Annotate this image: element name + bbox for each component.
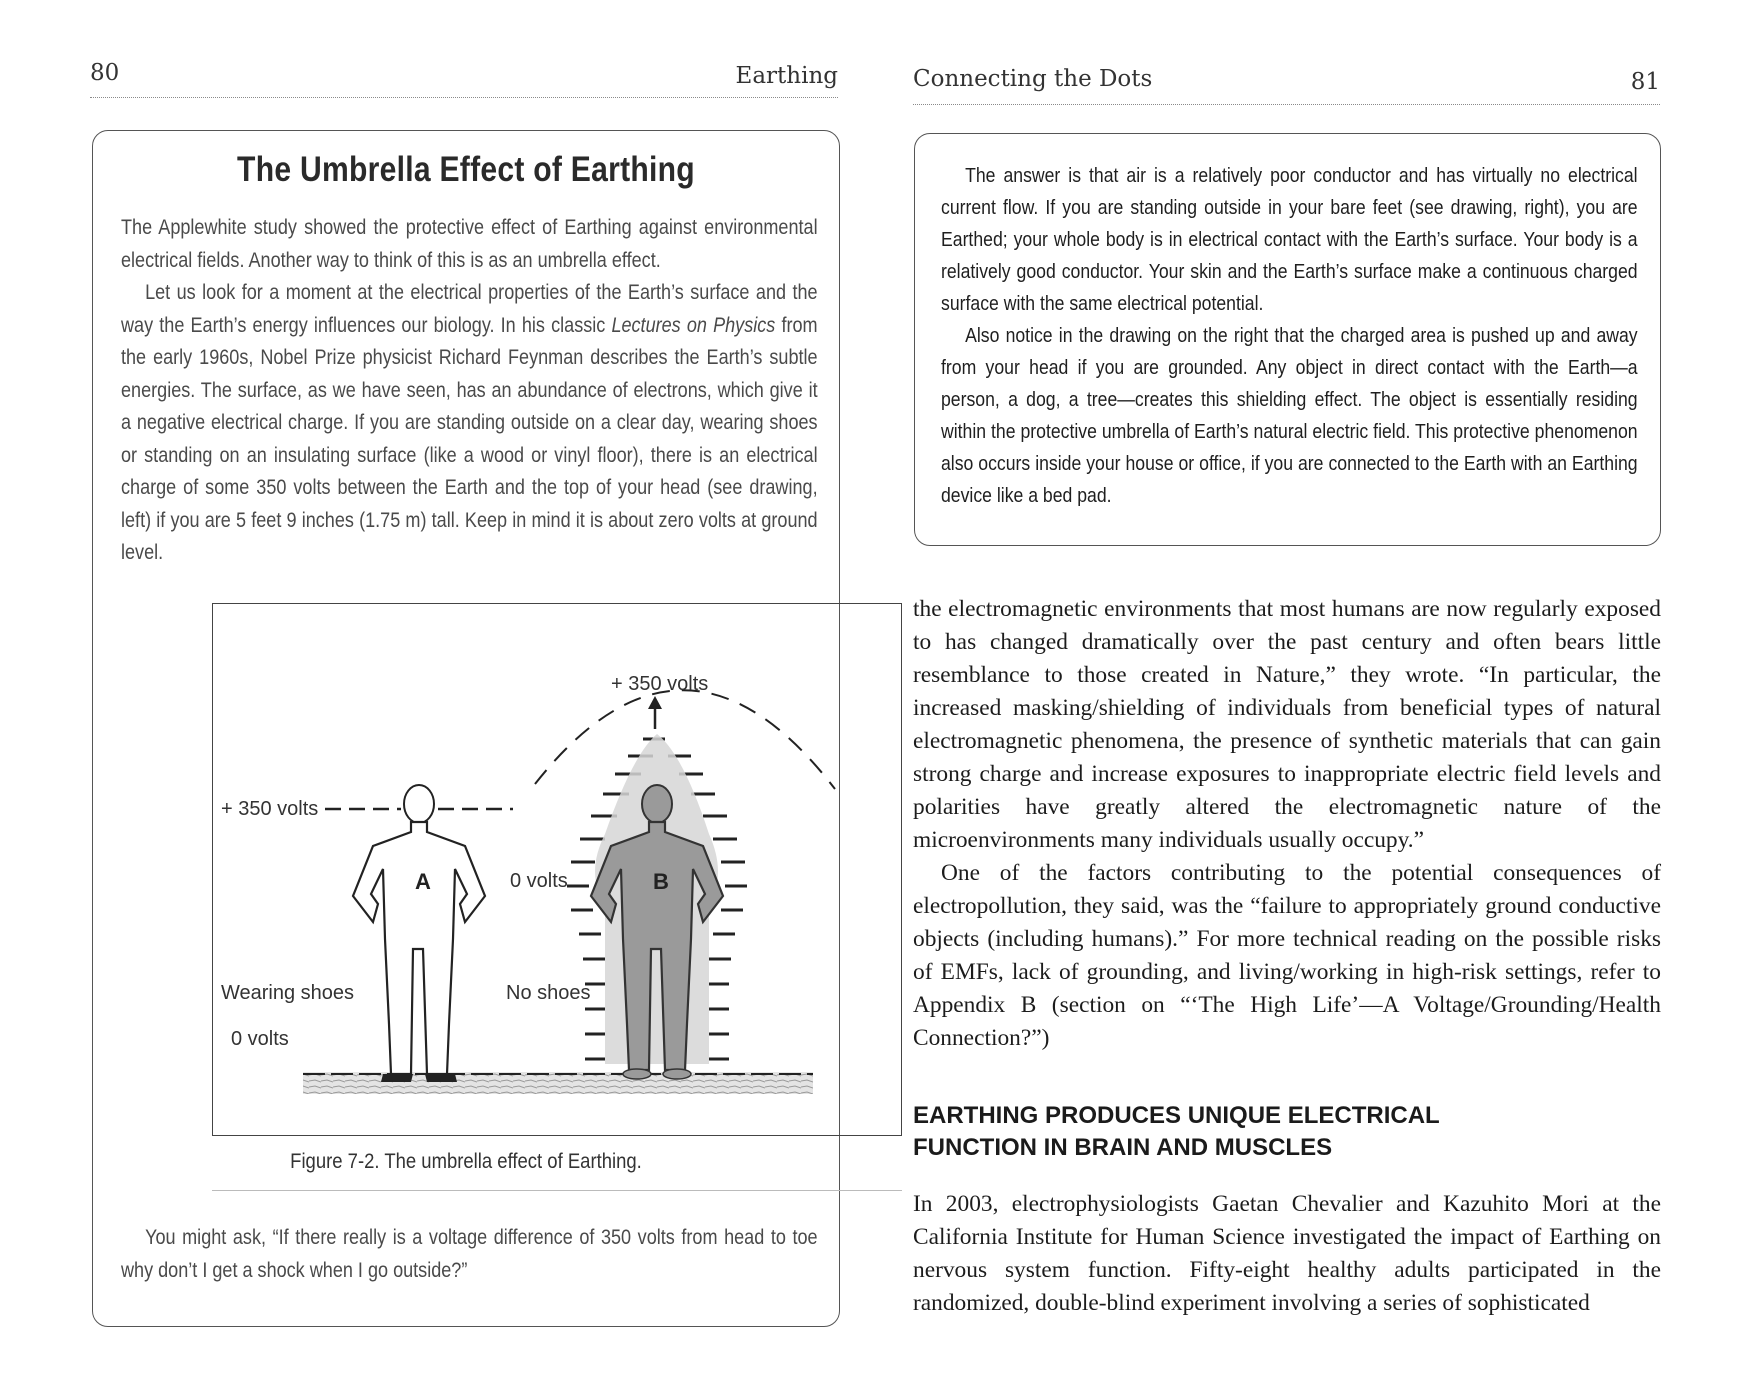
sidebar-continued-text [941, 160, 1638, 512]
sidebar-paragraph-3: You might ask, “If there really is a voltage difference of 350 volts from head to toe why don’t I get a shock when I go outside?” [121, 1226, 818, 1282]
sidebar-paragraph-2 [121, 277, 818, 570]
person-a-figure [353, 785, 485, 1082]
sidebar-paragraph-1: The Applewhite study showed the protective effect of Earthing against environmental electrical fields. Another way to think of this is as an umbrella effect. [121, 216, 818, 272]
section-heading-line-2: FUNCTION IN BRAIN AND MUSCLES [913, 1134, 1333, 1161]
arrow-up-icon [648, 696, 662, 709]
page-number: 80 [90, 60, 120, 86]
running-head: Connecting the Dots [913, 66, 1153, 92]
label-zero-volts-middle: 0 volts [510, 870, 568, 892]
caption-rule [212, 1190, 902, 1191]
body-paragraph-3: In 2003, electrophysiologists Gaetan Chevalier and Kazuhito Mori at the California Institute for Human Science investigated the impact of Earthing on nervous system function. Fifty-eight healthy adults participated in the randomized, double-blind experiment involving a series of sophisticated [913, 1191, 1661, 1316]
body-paragraph-1: the electromagnetic environments that most humans are now regularly exposed to has changed dramatically over the past century and often bears little resemblance to those created in Nature,” they wrote. “In particular, the increased masking/shielding of individuals from beneficial types of natural electromagnetic phenomena, the presence of synthetic materials that can gain strong charge and increase exposures to inappropriate electric field levels and polarities have greatly altered the electromagnetic nature of the microenvironments many individuals usually occupy.” [913, 596, 1661, 853]
sidebar-title: The Umbrella Effect of Earthing [237, 150, 695, 189]
figure-frame [212, 603, 902, 1136]
sidebar-continued-paragraph-1: The answer is that air is a relatively poor conductor and has virtually no electrical current flow. If you are standing outside in your bare feet (see drawing, right), you are Earthed; your whole body is in electrical contact with the Earth’s surface. Your body is a relatively good conductor. Your skin and the Earth’s surface make a continuous charged surface with the same electrical potential. [941, 164, 1638, 315]
header-rule [913, 104, 1660, 105]
umbrella-effect-diagram [213, 604, 901, 1135]
section-heading [913, 1100, 1440, 1164]
sidebar-continued-paragraph-2: Also notice in the drawing on the right that the charged area is pushed up and away from your head if you are grounded. Any object in direct contact with the Earth—a person, a dog, a tree—creates this shielding effect. The object is essentially residing within the protective umbrella of Earth’s natural electric field. This protective phenomenon also occurs inside your house or office, if you are connected to the Earth with an Earthing device like a bed pad. [941, 324, 1638, 507]
label-wearing-shoes: Wearing shoes [221, 982, 355, 1004]
label-top-volts: + 350 volts [611, 673, 709, 695]
body-paragraph-2: One of the factors contributing to the potential consequences of electropollution, they said, was the “failure to appropriately ground conductive objects (including humans).” For more technical reading on the possible risks of EMFs, lack of grounding, and living/working in high-risk settings, refer to Appendix B (section on “‘The High Life’—A Voltage/Grounding/Health Connection?”) [913, 860, 1661, 1051]
book-title-italic: Lectures on Physics [611, 313, 776, 337]
ground-strip [303, 1072, 813, 1094]
para2-text-a: Let us look for a moment at the electrical properties of the Earth’s surface and the way the Earth’s energy influences our biology. In his classic [121, 281, 818, 337]
label-left-volts: + 350 volts [221, 798, 319, 820]
right-page [873, 0, 1746, 1396]
sidebar-content [92, 0, 840, 1396]
figure-caption: Figure 7-2. The umbrella effect of Earthing. [290, 1150, 642, 1173]
label-zero-volts-ground: 0 volts [231, 1028, 289, 1050]
running-head: Earthing [735, 63, 838, 89]
figure-a-letter: A [415, 869, 431, 894]
figure-b-letter: B [653, 869, 669, 894]
para2-text-b: from the early 1960s, Nobel Prize physicist Richard Feynman describes the Earth’s subtle energies. The surface, as we have seen, has an abundance of electrons, which give it a negative electrical charge. If you are standing outside on a clear day, wearing shoes or standing on an insulating surface (like a wood or vinyl floor), there is an electrical charge of some 350 volts between the Earth and the top of your head (see drawing, left) if you are 5 feet 9 inches (1.75 m) tall. Keep in mind it is about zero volts at ground level. [121, 313, 818, 564]
page-number: 81 [1630, 69, 1660, 95]
label-no-shoes: No shoes [506, 982, 591, 1004]
section-heading-line-1: EARTHING PRODUCES UNIQUE ELECTRICAL [913, 1102, 1440, 1129]
